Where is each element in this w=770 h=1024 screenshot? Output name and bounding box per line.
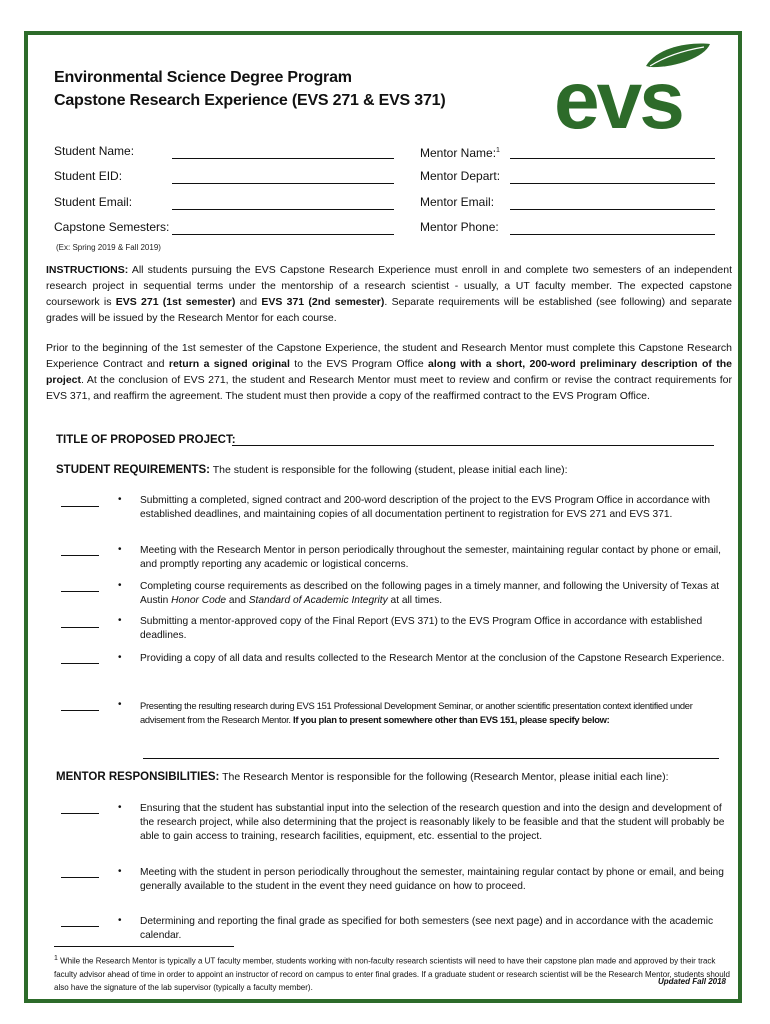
mentor-initial-line-2[interactable]	[61, 877, 99, 878]
student-email-label: Student Email:	[54, 195, 133, 209]
mentor-email-line[interactable]	[510, 209, 715, 210]
bullet: •	[118, 866, 122, 877]
student-eid-label: Student EID:	[54, 169, 123, 183]
footnote: $^1$ While the Research Mentor is typically a UT faculty member, students working with non-faculty research scientists will need to have their capstone plan made and approved by their track faculty advisor ahead of time in order to appoint an instructor of record on campus to enter final grades. If a graduate student or research scientist will be the Research Mentor, students should also have the signature of the lab supervisor (typically a faculty member).	[54, 955, 730, 992]
mentor-depart-label: Mentor Depart:	[420, 169, 501, 183]
instructions-paragraph: INSTRUCTIONS: All students pursuing the EVS Capstone Research Experience must enroll in and complete two semesters of an independent research project in sequential terms under the mentorship of a research scientist - usually, a UT faculty member. The expected capstone coursework is EVS 271 (1st semester) and EVS 371 (2nd semester). Separate requirements will be established (see following) and separate grades will be issued by the Research Mentor for each course.	[46, 264, 732, 324]
mentor-initial-line-3[interactable]	[61, 926, 99, 927]
semesters-example: (Ex: Spring 2019 & Fall 2019)	[56, 243, 161, 252]
bullet: •	[118, 580, 122, 591]
bullet: •	[118, 615, 122, 626]
bullet: •	[118, 802, 122, 813]
student-requirement-2: Meeting with the Research Mentor in person periodically throughout the semester, maintaining regular contact by phone or email, and promptly reporting any academic or logistical concerns.	[140, 545, 722, 570]
student-email-line[interactable]	[172, 209, 394, 210]
capstone-semesters-label: Capstone Semesters:	[54, 220, 170, 234]
student-initial-line-5[interactable]	[61, 663, 99, 664]
mentor-email-label: Mentor Email:	[420, 195, 495, 209]
mentor-responsibility-3: Determining and reporting the final grade as specified for both semesters (see next page) and in accordance with the academic calendar.	[140, 916, 714, 941]
student-initial-line-6[interactable]	[61, 710, 99, 711]
student-initial-line-3[interactable]	[61, 591, 99, 592]
student-name-label: Student Name:	[54, 144, 135, 158]
project-title-line[interactable]	[232, 445, 714, 446]
bullet: •	[118, 544, 122, 555]
mentor-phone-line[interactable]	[510, 234, 715, 235]
evs-logo	[554, 40, 714, 132]
student-requirement-4: Submitting a mentor-approved copy of the Final Report (EVS 371) to the EVS Program Office in accordance with established deadlines.	[140, 616, 703, 641]
mentor-depart-line[interactable]	[510, 183, 715, 184]
capstone-semesters-line[interactable]	[172, 234, 394, 235]
mentor-responsibility-2: Meeting with the student in person periodically throughout the semester, maintaining regular contact by phone or email, and being generally available to the student in the event they need guidance on how to proceed.	[140, 867, 724, 892]
mentor-responsibilities-heading: MENTOR RESPONSIBILITIES: The Research Mentor is responsible for the following (Research Mentor, please initial each line):	[56, 771, 669, 783]
student-eid-line[interactable]	[172, 183, 394, 184]
student-initial-line-2[interactable]	[61, 555, 99, 556]
mentor-responsibility-1: Ensuring that the student has substantial input into the selection of the research question and into the design and development of the research project, while also determining that the project is reasonably likely to be feasible and that the student will probably be able to gain access to training, research facilities, equipment, etc. essential to the project.	[140, 803, 725, 842]
bullet: •	[118, 494, 122, 505]
bullet: •	[118, 652, 122, 663]
student-initial-line-1[interactable]	[61, 506, 99, 507]
contract-paragraph: Prior to the beginning of the 1st semester of the Capstone Experience, the student and Research Mentor must complete this Capstone Research Experience Contract and return a signed original to the EVS Program Office along with a short, 200-word preliminary description of the project. At the conclusion of EVS 271, the student and Research Mentor must meet to review and confirm or revise the contract requirements for EVS 371, and reaffirm the agreement. The student must then provide a copy of the reaffirmed contract to the EVS Program Office.	[46, 342, 733, 402]
footnote-rule	[54, 946, 234, 947]
updated-note: Updated Fall 2018	[657, 977, 726, 986]
mentor-initial-line-1[interactable]	[61, 813, 99, 814]
presentation-venue-line[interactable]	[143, 758, 719, 759]
student-name-line[interactable]	[172, 158, 394, 159]
student-requirement-3: Completing course requirements as described on the following pages in a timely manner, and following the University of Texas at Austin Honor Code and Standard of Academic Integrity at all times.	[140, 581, 720, 606]
project-title-label: TITLE OF PROPOSED PROJECT:	[56, 434, 236, 446]
student-requirement-1: Submitting a completed, signed contract and 200-word description of the project to the EVS Program Office in accordance with established deadlines, and maintaining copies of all documentation pertinent to registration for EVS 271 and EVS 371.	[140, 495, 711, 520]
mentor-name-line[interactable]	[510, 158, 715, 159]
page-title: Environmental Science Degree Program Capstone Research Experience (EVS 271 & EVS 371)	[54, 69, 446, 109]
student-requirement-5: Providing a copy of all data and results collected to the Research Mentor at the conclusion of the Capstone Research Experience.	[140, 653, 725, 664]
bullet: •	[118, 699, 122, 710]
student-requirement-6: Presenting the resulting research during EVS 151 Professional Development Seminar, or another scientific presentation context identified under advisement from the Research Mentor. If you plan to present somewhere other than EVS 151, please specify below:	[140, 700, 693, 725]
logo-text: evs	[554, 55, 682, 132]
bullet: •	[118, 915, 122, 926]
student-requirements-heading: STUDENT REQUIREMENTS: The student is responsible for the following (student, please initial each line):	[56, 464, 568, 476]
mentor-name-label: Mentor Name:$^1$	[420, 146, 500, 160]
student-initial-line-4[interactable]	[61, 627, 99, 628]
mentor-phone-label: Mentor Phone:	[420, 220, 499, 234]
